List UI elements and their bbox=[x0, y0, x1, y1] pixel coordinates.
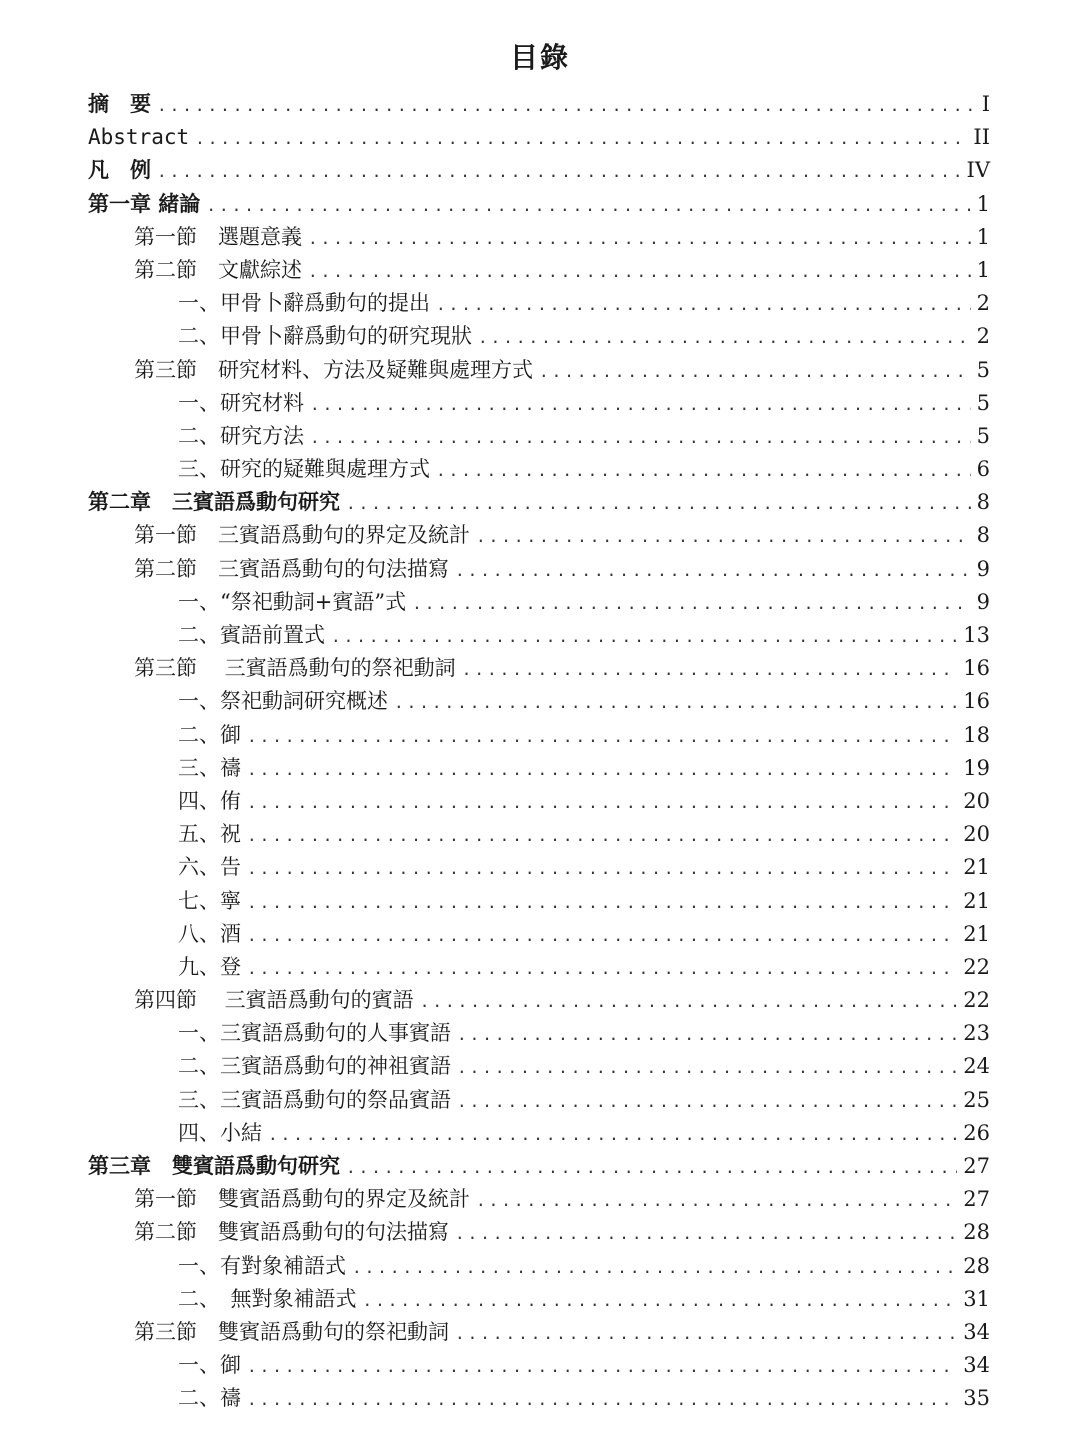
toc-entry-title: 第二節 三賓語爲動句的句法描寫 bbox=[134, 556, 449, 581]
toc-entry-title: 第二章 三賓語爲動句研究 bbox=[88, 490, 340, 515]
toc-entry bbox=[88, 1216, 990, 1249]
toc-entry-page-number: 22 bbox=[963, 988, 990, 1013]
dot-leader bbox=[247, 819, 957, 852]
toc-entry-title: 第三章 雙賓語爲動句研究 bbox=[88, 1154, 340, 1178]
toc-entry-title: 二、禱 bbox=[178, 1386, 241, 1411]
toc-entry-page-number: 20 bbox=[963, 822, 990, 847]
toc-entry-title: 二、研究方法 bbox=[178, 423, 304, 448]
toc-entry-title: 一、祭祀動詞研究概述 bbox=[178, 689, 388, 714]
toc-entry-title: Abstract bbox=[88, 125, 190, 150]
toc-entry-title: 第一章 緒論 bbox=[88, 191, 201, 216]
toc-entry-title: 第一節 選題意義 bbox=[134, 224, 302, 249]
toc-entry-page-number: 1 bbox=[976, 191, 990, 216]
toc-entry-title: 七、寧 bbox=[178, 888, 241, 913]
toc-entry bbox=[88, 1283, 990, 1316]
toc-entry-title: 第一節 三賓語爲動句的界定及統計 bbox=[134, 523, 470, 548]
dot-leader bbox=[247, 1350, 957, 1383]
dot-leader bbox=[308, 255, 971, 288]
toc-entry bbox=[88, 918, 990, 951]
dot-leader bbox=[195, 122, 967, 155]
toc-entry-title: 摘 要 bbox=[88, 92, 151, 116]
dot-leader bbox=[346, 487, 971, 520]
dot-leader bbox=[247, 753, 957, 786]
dot-leader bbox=[157, 89, 976, 122]
toc-entry-title: 二、御 bbox=[178, 722, 241, 747]
toc-entry bbox=[88, 685, 990, 718]
toc-entry bbox=[88, 320, 990, 353]
toc-entry bbox=[88, 387, 990, 420]
toc-entry-page-number: 34 bbox=[963, 1353, 990, 1378]
toc-entry bbox=[88, 752, 990, 785]
toc-entry bbox=[88, 851, 990, 884]
dot-leader bbox=[247, 886, 957, 919]
toc-entry-page-number: 26 bbox=[963, 1120, 990, 1145]
toc-entry bbox=[88, 652, 990, 685]
toc-entry-page-number: 25 bbox=[963, 1087, 990, 1112]
toc-entry-title: 第四節 三賓語爲動句的賓語 bbox=[134, 988, 414, 1013]
toc-entry-title: 一、御 bbox=[178, 1353, 241, 1378]
dot-leader bbox=[455, 554, 971, 587]
toc-entry-title: 第三節 研究材料、方法及疑難與處理方式 bbox=[134, 357, 533, 382]
toc-entry-page-number: 16 bbox=[963, 689, 990, 714]
toc-entry bbox=[88, 1316, 990, 1349]
dot-leader bbox=[352, 1251, 957, 1284]
toc-entry bbox=[88, 88, 990, 121]
toc-entry-page-number: 34 bbox=[963, 1319, 990, 1344]
toc-entry-title: 八、酒 bbox=[178, 921, 241, 946]
dot-leader bbox=[346, 1151, 957, 1184]
dot-leader bbox=[457, 1018, 957, 1051]
toc-entry bbox=[88, 553, 990, 586]
dot-leader bbox=[308, 222, 971, 255]
toc-entry-page-number: 5 bbox=[976, 423, 990, 448]
toc-entry-title: 一、“祭祀動詞+賓語”式 bbox=[178, 589, 407, 614]
toc-entry bbox=[88, 719, 990, 752]
toc-entry bbox=[88, 1117, 990, 1150]
toc-entry-page-number: I bbox=[981, 92, 990, 116]
toc-entry-page-number: 2 bbox=[976, 291, 990, 316]
toc-entry-title: 二、三賓語爲動句的神祖賓語 bbox=[178, 1054, 451, 1079]
dot-leader bbox=[247, 852, 957, 885]
toc-entry-page-number: 6 bbox=[976, 457, 990, 482]
dot-leader bbox=[436, 288, 971, 321]
dot-leader bbox=[457, 1051, 957, 1084]
dot-leader bbox=[363, 1284, 958, 1317]
toc-entry-title: 四、小結 bbox=[178, 1120, 262, 1145]
toc-entry-page-number: 1 bbox=[976, 224, 990, 249]
toc-entry bbox=[88, 885, 990, 918]
dot-leader bbox=[310, 421, 971, 454]
toc-entry-title: 二、 無對象補語式 bbox=[178, 1286, 357, 1311]
toc-entry-title: 二、甲骨卜辭爲動句的研究現狀 bbox=[178, 324, 472, 349]
toc-entry-page-number: 28 bbox=[963, 1220, 990, 1245]
dot-leader bbox=[247, 786, 957, 819]
dot-leader bbox=[462, 653, 958, 686]
toc-entry-page-number: 5 bbox=[976, 357, 990, 382]
dot-leader bbox=[457, 1085, 957, 1118]
toc-entry bbox=[88, 154, 990, 187]
toc-entry-page-number: 28 bbox=[963, 1253, 990, 1278]
toc-entry bbox=[88, 1183, 990, 1216]
toc-entry-title: 第二節 文獻綜述 bbox=[134, 257, 302, 282]
toc-entry-page-number: 8 bbox=[976, 523, 990, 548]
toc-entry bbox=[88, 1050, 990, 1083]
toc-entry bbox=[88, 354, 990, 387]
toc-entry bbox=[88, 453, 990, 486]
toc-entry-title: 四、侑 bbox=[178, 788, 241, 813]
dot-leader bbox=[268, 1118, 957, 1151]
toc-entry bbox=[88, 1084, 990, 1117]
toc-entry-page-number: 24 bbox=[963, 1054, 990, 1079]
toc-entry-title: 第一節 雙賓語爲動句的界定及統計 bbox=[134, 1187, 470, 1212]
toc-entry bbox=[88, 818, 990, 851]
toc-entry-page-number: 16 bbox=[963, 656, 990, 681]
dot-leader bbox=[247, 919, 957, 952]
toc-entry-page-number: 9 bbox=[976, 556, 990, 581]
toc-entry-title: 三、三賓語爲動句的祭品賓語 bbox=[178, 1087, 451, 1112]
dot-leader bbox=[394, 686, 957, 719]
dot-leader bbox=[455, 1317, 957, 1350]
dot-leader bbox=[412, 587, 971, 620]
page-title: 目錄 bbox=[509, 41, 570, 74]
toc-entry bbox=[88, 420, 990, 453]
toc-entry-page-number: 22 bbox=[963, 954, 990, 979]
toc-entry-page-number: 31 bbox=[963, 1286, 990, 1311]
toc-entry-page-number: 21 bbox=[963, 855, 990, 880]
dot-leader bbox=[478, 321, 971, 354]
toc-entry-page-number: 9 bbox=[976, 589, 990, 614]
toc-entry bbox=[88, 519, 990, 552]
dot-leader bbox=[455, 1217, 957, 1250]
dot-leader bbox=[247, 952, 957, 985]
toc-entry bbox=[88, 287, 990, 320]
dot-leader bbox=[157, 155, 961, 188]
toc-entry-title: 一、研究材料 bbox=[178, 390, 304, 415]
dot-leader bbox=[539, 355, 971, 388]
toc-entry bbox=[88, 1349, 990, 1382]
toc-entry-title: 第三節 雙賓語爲動句的祭祀動詞 bbox=[134, 1319, 449, 1344]
toc-entry-page-number: 20 bbox=[963, 788, 990, 813]
dot-leader bbox=[247, 1383, 957, 1416]
toc-entry-page-number: 18 bbox=[963, 722, 990, 747]
toc-entry bbox=[88, 1017, 990, 1050]
toc-entry-title: 三、禱 bbox=[178, 755, 241, 780]
toc-entry-title: 五、祝 bbox=[178, 822, 241, 847]
dot-leader bbox=[247, 720, 957, 753]
dot-leader bbox=[476, 520, 971, 553]
toc-entry bbox=[88, 221, 990, 254]
toc-entry-page-number: 8 bbox=[976, 490, 990, 515]
dot-leader bbox=[476, 1184, 957, 1217]
toc-entry-page-number: 19 bbox=[963, 755, 990, 780]
toc-entry-page-number: 5 bbox=[976, 390, 990, 415]
toc-entry-page-number: 21 bbox=[963, 888, 990, 913]
toc-entry bbox=[88, 188, 990, 221]
toc-entry bbox=[88, 984, 990, 1017]
toc-entry bbox=[88, 785, 990, 818]
dot-leader bbox=[310, 388, 971, 421]
toc-entry-title: 一、三賓語爲動句的人事賓語 bbox=[178, 1021, 451, 1046]
toc-entry bbox=[88, 1250, 990, 1283]
toc-entry-page-number: IV bbox=[966, 158, 990, 183]
toc-entry bbox=[88, 1382, 990, 1415]
toc-entry-title: 第三節 三賓語爲動句的祭祀動詞 bbox=[134, 656, 456, 681]
toc-entry-title: 一、甲骨卜辭爲動句的提出 bbox=[178, 291, 430, 316]
toc-entry-page-number: 13 bbox=[963, 623, 990, 647]
toc-entry-title: 九、登 bbox=[178, 954, 241, 979]
dot-leader bbox=[331, 620, 957, 653]
toc-entry-page-number: 2 bbox=[976, 324, 990, 349]
toc-entry-page-number: 27 bbox=[963, 1154, 990, 1178]
toc-entry bbox=[88, 1150, 990, 1183]
toc-entry bbox=[88, 121, 990, 154]
toc-entry-page-number: 1 bbox=[976, 257, 990, 282]
toc-entry bbox=[88, 619, 990, 652]
toc-entry-page-number: 21 bbox=[963, 921, 990, 946]
toc-entry-title: 第二節 雙賓語爲動句的句法描寫 bbox=[134, 1220, 449, 1245]
toc-entry-page-number: 23 bbox=[963, 1021, 990, 1046]
toc-entry-page-number: 35 bbox=[963, 1386, 990, 1411]
toc-entry bbox=[88, 254, 990, 287]
toc-entry-title: 六、告 bbox=[178, 855, 241, 880]
toc-entry-title: 三、研究的疑難與處理方式 bbox=[178, 457, 430, 482]
toc-entry-title: 二、賓語前置式 bbox=[178, 623, 325, 647]
table-of-contents bbox=[88, 88, 990, 1416]
toc-entry-title: 一、有對象補語式 bbox=[178, 1253, 346, 1278]
dot-leader bbox=[206, 189, 970, 222]
toc-entry bbox=[88, 586, 990, 619]
toc-entry-page-number: 27 bbox=[963, 1187, 990, 1212]
toc-entry bbox=[88, 951, 990, 984]
dot-leader bbox=[436, 454, 971, 487]
toc-entry-page-number: II bbox=[973, 125, 990, 150]
toc-entry-title: 凡 例 bbox=[88, 158, 151, 183]
dot-leader bbox=[420, 985, 958, 1018]
toc-entry bbox=[88, 486, 990, 519]
